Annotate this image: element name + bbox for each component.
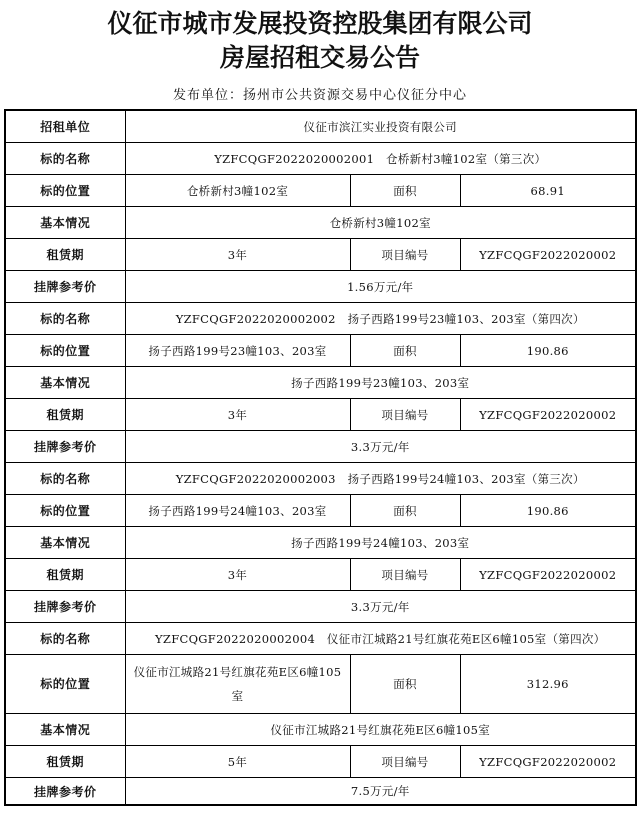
item-basic-value: 仓桥新村3幢102室 xyxy=(125,207,636,239)
item-area-value: 190.86 xyxy=(460,335,636,367)
lessor-row xyxy=(5,110,636,143)
project-no-label: 项目编号 xyxy=(350,746,460,778)
location-label: 标的位置 xyxy=(5,495,125,527)
item-name-value: YZFCQGF2022020002002 扬子西路199号23幢103、203室（第四次） xyxy=(125,303,636,335)
item-location-row xyxy=(5,495,636,527)
name-label: 标的名称 xyxy=(5,463,125,495)
item-location-value: 扬子西路199号24幢103、203室 xyxy=(125,495,350,527)
item-area-value: 68.91 xyxy=(460,175,636,207)
item-basic-row xyxy=(5,207,636,239)
item-price-row xyxy=(5,271,636,303)
item-project-no-value: YZFCQGF2022020002 xyxy=(460,746,636,778)
listing-table xyxy=(4,109,637,806)
item-basic-row xyxy=(5,367,636,399)
project-no-label: 项目编号 xyxy=(350,399,460,431)
item-location-row xyxy=(5,175,636,207)
item-term-row xyxy=(5,559,636,591)
item-location-value: 扬子西路199号23幢103、203室 xyxy=(125,335,350,367)
item-location-row xyxy=(5,335,636,367)
item-area-value: 312.96 xyxy=(460,655,636,714)
basic-label: 基本情况 xyxy=(5,714,125,746)
basic-label: 基本情况 xyxy=(5,207,125,239)
area-label: 面积 xyxy=(350,495,460,527)
item-name-row xyxy=(5,143,636,175)
price-label: 挂牌参考价 xyxy=(5,271,125,303)
item-price-value: 3.3万元/年 xyxy=(125,431,636,463)
basic-label: 基本情况 xyxy=(5,367,125,399)
item-term-row xyxy=(5,399,636,431)
item-project-no-value: YZFCQGF2022020002 xyxy=(460,559,636,591)
project-no-label: 项目编号 xyxy=(350,239,460,271)
price-label: 挂牌参考价 xyxy=(5,591,125,623)
item-name-value: YZFCQGF2022020002001 仓桥新村3幢102室（第三次） xyxy=(125,143,636,175)
item-project-no-value: YZFCQGF2022020002 xyxy=(460,239,636,271)
price-label: 挂牌参考价 xyxy=(5,778,125,806)
item-basic-row xyxy=(5,714,636,746)
lessor-value: 仪征市滨江实业投资有限公司 xyxy=(125,110,636,143)
item-term-value: 3年 xyxy=(125,239,350,271)
item-basic-value: 扬子西路199号24幢103、203室 xyxy=(125,527,636,559)
item-price-value: 3.3万元/年 xyxy=(125,591,636,623)
publisher-line: 发布单位：扬州市公共资源交易中心仪征分中心 xyxy=(172,88,467,103)
price-label: 挂牌参考价 xyxy=(5,431,125,463)
lessor-label: 招租单位 xyxy=(5,110,125,143)
basic-label: 基本情况 xyxy=(5,527,125,559)
area-label: 面积 xyxy=(350,175,460,207)
term-label: 租赁期 xyxy=(5,399,125,431)
item-price-value: 7.5万元/年 xyxy=(125,778,636,806)
item-project-no-value: YZFCQGF2022020002 xyxy=(460,399,636,431)
item-basic-row xyxy=(5,527,636,559)
item-location-row xyxy=(5,655,636,714)
project-no-label: 项目编号 xyxy=(350,559,460,591)
term-label: 租赁期 xyxy=(5,746,125,778)
name-label: 标的名称 xyxy=(5,303,125,335)
item-term-value: 5年 xyxy=(125,746,350,778)
term-label: 租赁期 xyxy=(5,239,125,271)
item-term-row xyxy=(5,746,636,778)
location-label: 标的位置 xyxy=(5,335,125,367)
item-location-value: 仪征市江城路21号红旗花苑E区6幢105室 xyxy=(125,655,350,714)
item-price-row xyxy=(5,431,636,463)
name-label: 标的名称 xyxy=(5,143,125,175)
term-label: 租赁期 xyxy=(5,559,125,591)
item-name-value: YZFCQGF2022020002004 仪征市江城路21号红旗花苑E区6幢105室（第四次） xyxy=(125,623,636,655)
name-label: 标的名称 xyxy=(5,623,125,655)
item-price-value: 1.56万元/年 xyxy=(125,271,636,303)
item-name-row xyxy=(5,623,636,655)
item-basic-value: 扬子西路199号23幢103、203室 xyxy=(125,367,636,399)
item-name-row xyxy=(5,463,636,495)
item-price-row xyxy=(5,591,636,623)
title-company: 仪征市城市发展投资控股集团有限公司 xyxy=(107,9,533,38)
location-label: 标的位置 xyxy=(5,175,125,207)
item-price-row xyxy=(5,778,636,806)
area-label: 面积 xyxy=(350,335,460,367)
item-basic-value: 仪征市江城路21号红旗花苑E区6幢105室 xyxy=(125,714,636,746)
item-location-value: 仓桥新村3幢102室 xyxy=(125,175,350,207)
item-name-value: YZFCQGF2022020002003 扬子西路199号24幢103、203室（第三次） xyxy=(125,463,636,495)
item-name-row xyxy=(5,303,636,335)
item-term-row xyxy=(5,239,636,271)
area-label: 面积 xyxy=(350,655,460,714)
item-area-value: 190.86 xyxy=(460,495,636,527)
item-term-value: 3年 xyxy=(125,399,350,431)
title-announcement: 房屋招租交易公告 xyxy=(219,43,420,72)
location-label: 标的位置 xyxy=(5,655,125,714)
item-term-value: 3年 xyxy=(125,559,350,591)
